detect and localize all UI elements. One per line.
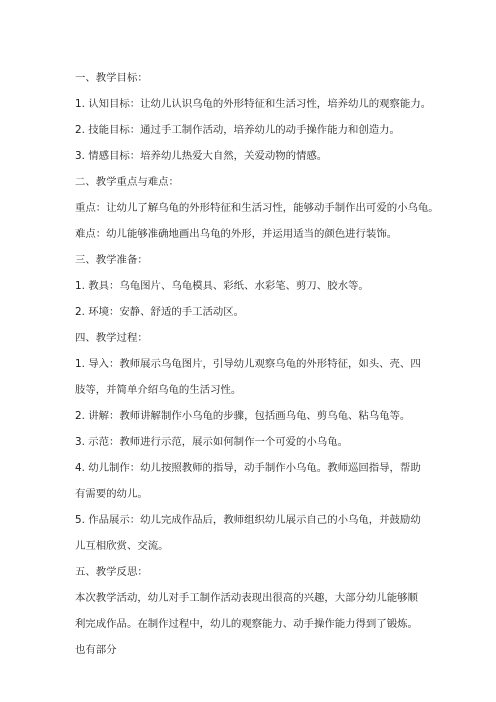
paragraph: 3. 情感目标：培养幼儿热爱大自然，关爱动物的情感。 — [75, 150, 328, 162]
section-heading: 三、教学准备： — [75, 254, 148, 266]
paragraph: 4. 幼儿制作：幼儿按照教师的指导，动手制作小乌龟。教师巡回指导，帮助有需要的幼儿。 — [75, 462, 421, 500]
paragraph: 2. 技能目标：通过手工制作活动，培养幼儿的动手操作能力和创造力。 — [75, 124, 400, 136]
section-heading: 四、教学过程： — [75, 332, 148, 344]
paragraph: 3. 示范：教师进行示范，展示如何制作一个可爱的小乌龟。 — [75, 436, 348, 448]
paragraph: 1. 教具：乌龟图片、乌龟模具、彩纸、水彩笔、剪刀、胶水等。 — [75, 280, 369, 292]
paragraph: 本次教学活动，幼儿对手工制作活动表现出很高的兴趣，大部分幼儿能够顺利完成作品。在制作过程中，幼儿的观察能力、动手操作能力得到了锻炼。也有部分 — [75, 592, 418, 656]
paragraph: 1. 导入：教师展示乌龟图片，引导幼儿观察乌龟的外形特征，如头、壳、四肢等，并简单介绍乌龟的生活习性。 — [75, 358, 421, 396]
paragraph: 2. 环境：安静、舒适的手工活动区。 — [75, 306, 245, 318]
paragraph: 5. 作品展示：幼儿完成作品后，教师组织幼儿展示自己的小乌龟，并鼓励幼儿互相欣赏、交流。 — [75, 514, 421, 552]
paragraph: 难点：幼儿能够准确地画出乌龟的外形，并运用适当的颜色进行装饰。 — [75, 228, 398, 240]
document-body — [75, 65, 439, 663]
section-heading: 一、教学目标： — [75, 72, 148, 84]
section-heading: 二、教学重点与难点： — [75, 176, 179, 188]
section-heading: 五、教学反思： — [75, 566, 148, 578]
paragraph: 重点：让幼儿了解乌龟的外形特征和生活习性，能够动手制作出可爱的小乌龟。 — [75, 202, 439, 214]
paragraph: 1. 认知目标：让幼儿认识乌龟的外形特征和生活习性，培养幼儿的观察能力。 — [75, 98, 432, 110]
paragraph: 2. 讲解：教师讲解制作小乌龟的步骤，包括画乌龟、剪乌龟、粘乌龟等。 — [75, 410, 411, 422]
